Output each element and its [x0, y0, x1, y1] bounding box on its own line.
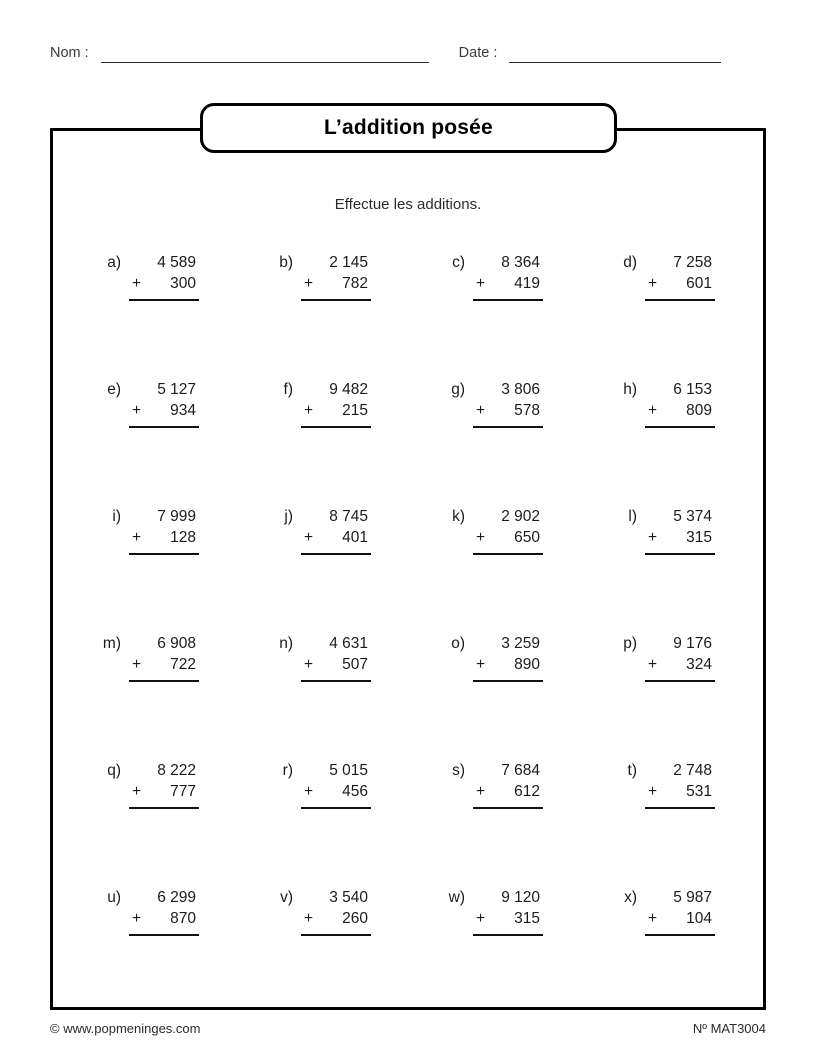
bottom-operand: 777: [170, 783, 196, 800]
top-operand: 6 299: [157, 889, 196, 906]
worksheet-body: [50, 128, 766, 1010]
bottom-operand: 601: [686, 275, 712, 292]
bottom-operand: 934: [170, 402, 196, 419]
plus-operator: +: [304, 910, 314, 927]
addition-problem: [611, 252, 783, 301]
name-write-line: [101, 44, 429, 63]
problems-grid: [95, 252, 763, 936]
problem-operands: [301, 506, 371, 555]
plus-operator: +: [304, 783, 314, 800]
top-operand: 2 145: [329, 254, 368, 271]
bottom-operand: 722: [170, 656, 196, 673]
top-operand: 7 999: [157, 508, 196, 525]
bottom-operand: 419: [514, 275, 540, 292]
problem-operands: [129, 760, 199, 809]
bottom-operand-row: [473, 527, 543, 555]
worksheet-footer: [50, 1021, 766, 1036]
addition-problem: [267, 760, 439, 809]
bottom-operand-row: [645, 527, 715, 555]
top-operand: 9 176: [673, 635, 712, 652]
problem-letter: x): [624, 889, 637, 906]
bottom-operand: 215: [342, 402, 368, 419]
top-operand: 4 631: [329, 635, 368, 652]
problem-letter: s): [452, 762, 465, 779]
problem-operands: [301, 633, 371, 682]
problem-operands: [473, 760, 543, 809]
bottom-operand-row: [301, 908, 371, 936]
bottom-operand: 578: [514, 402, 540, 419]
problem-operands: [473, 252, 543, 301]
plus-operator: +: [476, 783, 486, 800]
plus-operator: +: [304, 656, 314, 673]
bottom-operand-row: [645, 908, 715, 936]
problem-letter: b): [279, 254, 293, 271]
problem-operands: [473, 506, 543, 555]
bottom-operand-row: [473, 273, 543, 301]
addition-problem: [267, 633, 439, 682]
plus-operator: +: [648, 275, 658, 292]
bottom-operand: 300: [170, 275, 196, 292]
bottom-operand: 531: [686, 783, 712, 800]
plus-operator: +: [648, 656, 658, 673]
bottom-operand: 260: [342, 910, 368, 927]
top-operand: 3 259: [501, 635, 540, 652]
addition-problem: [611, 760, 783, 809]
page-title: L’addition posée: [324, 116, 493, 139]
top-operand: 7 684: [501, 762, 540, 779]
top-operand: 4 589: [157, 254, 196, 271]
top-operand: 6 153: [673, 381, 712, 398]
date-write-line: [509, 44, 721, 63]
plus-operator: +: [132, 402, 142, 419]
bottom-operand: 870: [170, 910, 196, 927]
addition-problem: [95, 506, 267, 555]
problem-operands: [129, 506, 199, 555]
name-field-group: [50, 44, 429, 63]
problem-letter: i): [112, 508, 121, 525]
top-operand: 5 374: [673, 508, 712, 525]
plus-operator: +: [476, 402, 486, 419]
top-operand: 8 222: [157, 762, 196, 779]
problem-operands: [473, 887, 543, 936]
problem-letter: c): [452, 254, 465, 271]
worksheet-header: [50, 44, 766, 63]
bottom-operand-row: [473, 781, 543, 809]
bottom-operand-row: [645, 781, 715, 809]
addition-problem: [439, 506, 611, 555]
problem-operands: [645, 633, 715, 682]
problem-operands: [645, 887, 715, 936]
problem-letter: f): [283, 381, 293, 398]
addition-problem: [611, 379, 783, 428]
bottom-operand: 650: [514, 529, 540, 546]
instruction-text: Effectue les additions.: [334, 196, 482, 213]
bottom-operand: 324: [686, 656, 712, 673]
bottom-operand-row: [301, 273, 371, 301]
bottom-operand: 809: [686, 402, 712, 419]
plus-operator: +: [304, 275, 314, 292]
problem-operands: [301, 252, 371, 301]
top-operand: 5 127: [157, 381, 196, 398]
problem-letter: h): [623, 381, 637, 398]
problem-letter: k): [452, 508, 465, 525]
problem-letter: e): [107, 381, 121, 398]
bottom-operand-row: [473, 654, 543, 682]
plus-operator: +: [476, 656, 486, 673]
bottom-operand-row: [129, 527, 199, 555]
plus-operator: +: [648, 783, 658, 800]
problem-letter: j): [284, 508, 293, 525]
bottom-operand-row: [129, 781, 199, 809]
problem-operands: [129, 887, 199, 936]
top-operand: 8 364: [501, 254, 540, 271]
problem-operands: [645, 379, 715, 428]
problem-letter: q): [107, 762, 121, 779]
addition-problem: [267, 887, 439, 936]
addition-problem: [95, 633, 267, 682]
problem-letter: a): [107, 254, 121, 271]
bottom-operand: 612: [514, 783, 540, 800]
top-operand: 3 806: [501, 381, 540, 398]
bottom-operand-row: [473, 908, 543, 936]
plus-operator: +: [132, 783, 142, 800]
addition-problem: [439, 887, 611, 936]
plus-operator: +: [304, 529, 314, 546]
plus-operator: +: [648, 910, 658, 927]
top-operand: 9 120: [501, 889, 540, 906]
problem-operands: [129, 252, 199, 301]
problem-letter: v): [280, 889, 293, 906]
title-box: [200, 103, 617, 153]
addition-problem: [267, 506, 439, 555]
bottom-operand-row: [129, 654, 199, 682]
addition-problem: [439, 379, 611, 428]
problem-letter: t): [627, 762, 637, 779]
problem-letter: l): [628, 508, 637, 525]
plus-operator: +: [132, 656, 142, 673]
addition-problem: [95, 760, 267, 809]
problem-operands: [129, 633, 199, 682]
addition-problem: [439, 252, 611, 301]
plus-operator: +: [648, 529, 658, 546]
bottom-operand: 401: [342, 529, 368, 546]
problem-operands: [473, 379, 543, 428]
top-operand: 8 745: [329, 508, 368, 525]
bottom-operand-row: [129, 908, 199, 936]
bottom-operand-row: [301, 654, 371, 682]
addition-problem: [611, 887, 783, 936]
top-operand: 7 258: [673, 254, 712, 271]
problem-letter: g): [451, 381, 465, 398]
bottom-operand: 128: [170, 529, 196, 546]
bottom-operand: 315: [686, 529, 712, 546]
addition-problem: [267, 252, 439, 301]
bottom-operand-row: [129, 273, 199, 301]
addition-problem: [267, 379, 439, 428]
date-label: Date :: [458, 45, 498, 61]
problem-operands: [129, 379, 199, 428]
problem-letter: m): [102, 635, 121, 652]
top-operand: 6 908: [157, 635, 196, 652]
top-operand: 5 015: [329, 762, 368, 779]
addition-problem: [611, 633, 783, 682]
name-label: Nom :: [50, 45, 89, 61]
top-operand: 3 540: [329, 889, 368, 906]
bottom-operand: 315: [514, 910, 540, 927]
addition-problem: [95, 252, 267, 301]
top-operand: 9 482: [329, 381, 368, 398]
bottom-operand-row: [645, 654, 715, 682]
problem-operands: [301, 760, 371, 809]
plus-operator: +: [476, 910, 486, 927]
bottom-operand-row: [645, 400, 715, 428]
top-operand: 2 902: [501, 508, 540, 525]
problem-letter: r): [282, 762, 293, 779]
bottom-operand: 104: [686, 910, 712, 927]
bottom-operand-row: [301, 781, 371, 809]
plus-operator: +: [476, 275, 486, 292]
addition-problem: [439, 760, 611, 809]
problem-letter: o): [451, 635, 465, 652]
bottom-operand: 890: [514, 656, 540, 673]
addition-problem: [95, 887, 267, 936]
problem-operands: [645, 506, 715, 555]
bottom-operand: 456: [342, 783, 368, 800]
top-operand: 2 748: [673, 762, 712, 779]
bottom-operand-row: [645, 273, 715, 301]
problem-letter: d): [623, 254, 637, 271]
bottom-operand-row: [129, 400, 199, 428]
plus-operator: +: [648, 402, 658, 419]
plus-operator: +: [304, 402, 314, 419]
problem-operands: [473, 633, 543, 682]
plus-operator: +: [132, 910, 142, 927]
problem-operands: [645, 252, 715, 301]
problem-operands: [301, 379, 371, 428]
addition-problem: [439, 633, 611, 682]
date-field-group: [459, 44, 722, 63]
reference-number: Nº MAT3004: [692, 1021, 766, 1036]
plus-operator: +: [132, 275, 142, 292]
bottom-operand: 782: [342, 275, 368, 292]
addition-problem: [611, 506, 783, 555]
problem-operands: [301, 887, 371, 936]
problem-letter: u): [107, 889, 121, 906]
copyright-text: © www.popmeninges.com: [50, 1021, 201, 1036]
problem-letter: n): [279, 635, 293, 652]
bottom-operand-row: [473, 400, 543, 428]
problem-letter: p): [623, 635, 637, 652]
bottom-operand: 507: [342, 656, 368, 673]
top-operand: 5 987: [673, 889, 712, 906]
problem-letter: w): [448, 889, 465, 906]
addition-problem: [95, 379, 267, 428]
problem-operands: [645, 760, 715, 809]
plus-operator: +: [132, 529, 142, 546]
bottom-operand-row: [301, 527, 371, 555]
plus-operator: +: [476, 529, 486, 546]
bottom-operand-row: [301, 400, 371, 428]
